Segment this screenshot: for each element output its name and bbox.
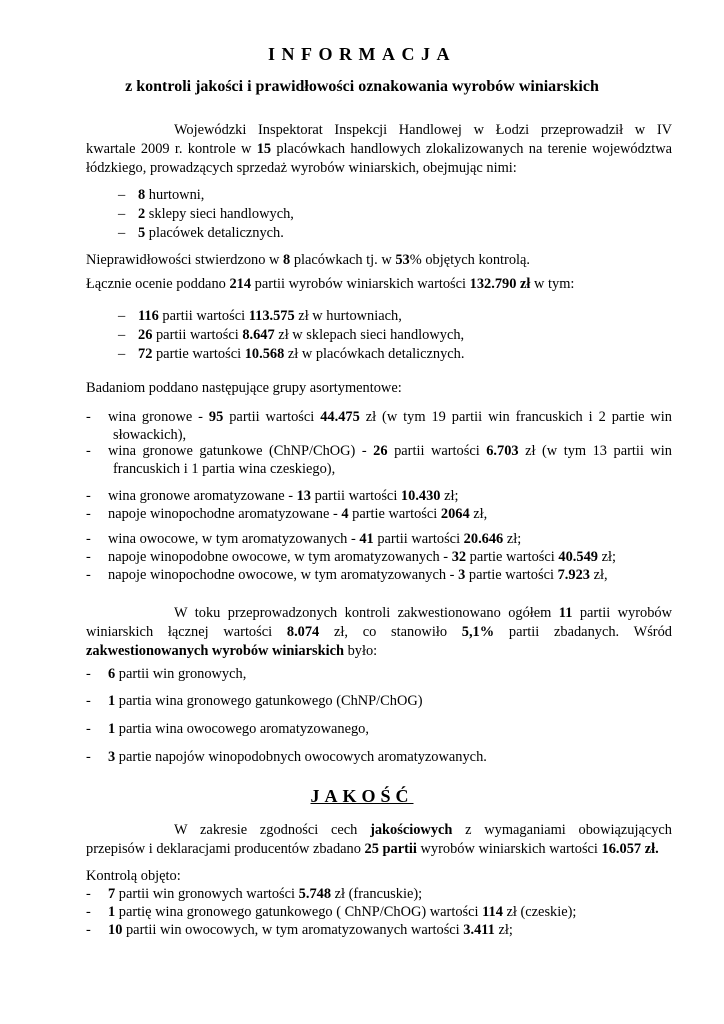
groups-intro: Badaniom poddano następujące grupy asortymentowe: (86, 380, 402, 396)
intro-line-1: Wojewódzki Inspektorat Inspekcji Handlowej w Łodzi przeprowadził w IV (174, 122, 672, 138)
quality-line-1: W zakresie zgodności cech jakościowych z wymaganiami obowiązujących (174, 822, 672, 838)
document-page: INFORMACJA z kontroli jakości i prawidłowości oznakowania wyrobów winiarskich Wojewódzki Inspektorat Inspekcji Handlowej w Łodzi przeprowadził w IV kwartale 2009 r. kontrole w 15 placówkach handlowych zlokalizowanych na terenie województwa łódzkiego, prowadzących sprzedaż wyrobów winiarskich, obejmując nimi: – 8 hurtowni, – 2 sklepy sieci handlowych, – 5 placówek detalicznych. Nieprawidłowości stwierdzono w 8 placówkach tj. w 53% objętych kontrolą. Łącznie ocenie poddano 214 partii wyrobów winiarskich wartości 132.790 zł w tym: – 116 partii wartości 113.575 zł w hurtowniach, – 26 partii wartości 8.647 zł w sklepach sieci handlowych, – 72 partie wartości 10.568 zł w placówkach detalicznych. Badaniom poddano następujące grupy asortymentowe: - wina gronowe - 95 partii wartości 44.475 zł (w tym 19 partii win francuskich i 2 partie win słowackich), - wina gronowe gatunkowe (ChNP/ChOG) - 26 partii wartości 6.703 zł (w tym 13 partii win francuskich i 1 partia wina czeskiego), - wina gronowe aromatyzowane - 13 partii wartości 10.430 zł; - napoje winopochodne aromatyzowane - 4 partie wartości 2064 zł, - wina owocowe, w tym aromatyzowanych - 41 partii wartości 20.646 zł; - napoje winopodobne owocowe, w tym aromatyzowanych - 32 partie wartości 40.549 zł; - napoje winopochodne owocowe, w tym aromatyzowanych - 3 partie wartości 7.923 zł, W toku przeprowadzonych kontroli zakwestionowano ogółem 11 partii wyrobów winiarskich łącznej wartości 8.074 zł, co stanowiło 5,1% partii zbadanych. Wśród zakwestionowanych wyrobów winiarskich było: - 6 partii win gronowych, - 1 partia wina gronowego gatunkowego (ChNP/ChOG) - 1 partia wina owocowego aromatyzowanego, - 3 partie napojów winopodobnych owocowych aromatyzowanych. JAKOŚĆ W zakresie zgodności cech jakościowych z wymaganiami obowiązujących przepisów i deklaracjami producentów zbadano 25 partii wyrobów winiarskich wartości 16.057 zł. Kontrolą objęto: - 7 partii win gronowych wartości 5.748 zł (francuskie); - 1 partię wina gronowego gatunkowego ( ChNP/ChOG) wartości 114 zł (czeskie); - 10 partii win owocowych, w tym aromatyzowanych wartości 3.411 zł; (0, 0, 724, 1024)
questioned-line-2: winiarskich łącznej wartości 8.074 zł, co stanowiło 5,1% partii zbadanych. Wśród (86, 624, 672, 640)
total-line: Łącznie ocenie poddano 214 partii wyrobów winiarskich wartości 132.790 zł w tym: (86, 276, 575, 292)
quality-line-2: przepisów i deklaracjami producentów zbadano 25 partii wyrobów winiarskich wartości 16.057 zł. (86, 841, 659, 857)
document-title: INFORMACJA (268, 44, 456, 64)
document-subtitle: z kontroli jakości i prawidłowości oznakowania wyrobów winiarskich (125, 78, 599, 95)
questioned-line-1: W toku przeprowadzonych kontroli zakwestionowano ogółem 11 partii wyrobów (174, 605, 672, 621)
irregularities-line: Nieprawidłowości stwierdzono w 8 placówkach tj. w 53% objętych kontrolą. (86, 252, 531, 268)
section-heading-quality: JAKOŚĆ (310, 786, 414, 806)
control-intro: Kontrolą objęto: (86, 868, 181, 884)
intro-line-2: kwartale 2009 r. kontrole w 15 placówkach handlowych zlokalizowanych na terenie województwa (86, 141, 672, 157)
intro-line-3: łódzkiego, prowadzących sprzedaż wyrobów winiarskich, obejmując nimi: (86, 160, 517, 176)
questioned-line-3: zakwestionowanych wyrobów winiarskich było: (86, 643, 378, 659)
